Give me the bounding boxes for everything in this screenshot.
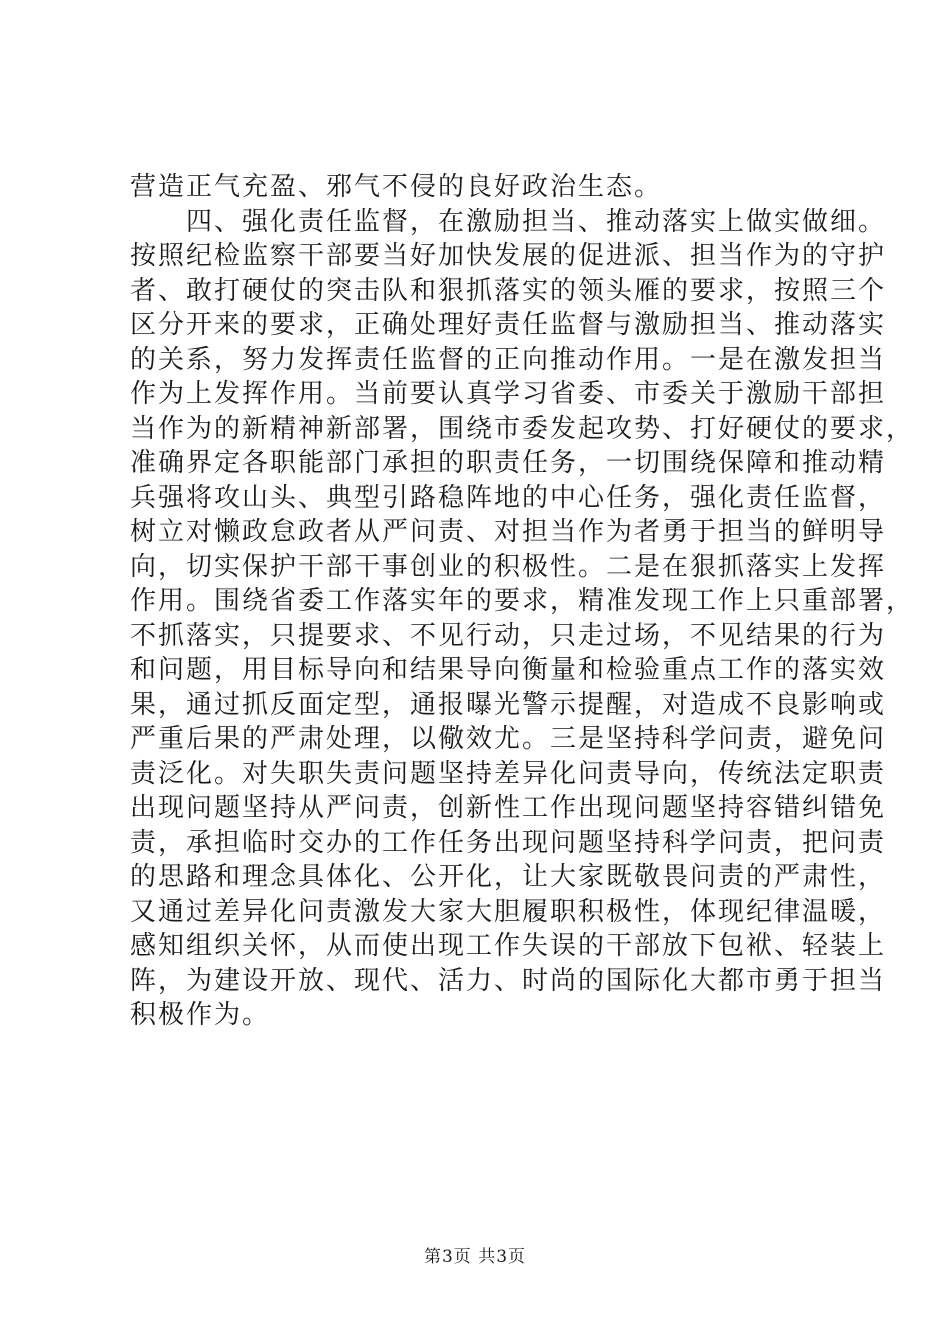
text-line: 果，通过抓反面定型，通报曝光警示提醒，对造成不良影响或 (130, 689, 887, 720)
text-line: 向，切实保护干部干事创业的积极性。二是在狠抓落实上发挥 (130, 551, 887, 582)
text-line: 感知组织关怀，从而使出现工作失误的干部放下包袱、轻装上 (130, 931, 887, 961)
text-line: 按照纪检监察干部要当好加快发展的促进派、担当作为的守护 (130, 241, 887, 271)
page-footer (0, 1242, 950, 1267)
text-line: 准确界定各职能部门承担的职责任务，一切围绕保障和推动精 (130, 448, 887, 478)
text-line: 阵，为建设开放、现代、活力、时尚的国际化大都市勇于担当 (130, 965, 887, 996)
text-line: 又通过差异化问责激发大家大胆履职积极性，体现纪律温暖， (130, 896, 887, 927)
text-line: 营造正气充盈、邪气不侵的良好政治生态。 (130, 172, 663, 202)
text-line: 作为上发挥作用。当前要认真学习省委、市委关于激励干部担 (130, 379, 887, 409)
text-line: 的关系，努力发挥责任监督的正向推动作用。一是在激发担当 (130, 344, 887, 375)
text-line: 责，承担临时交办的工作任务出现问题坚持科学问责，把问责 (130, 827, 887, 858)
text-line: 和问题，用目标导向和结果导向衡量和检验重点工作的落实效 (130, 655, 887, 685)
text-line: 出现问题坚持从严问责，创新性工作出现问题坚持容错纠错免 (130, 793, 887, 823)
text-line: 作用。围绕省委工作落实年的要求，精准发现工作上只重部署， (130, 586, 915, 616)
body-text (130, 170, 915, 1033)
text-line: 责泛化。对失职失责问题坚持差异化问责导向，传统法定职责 (130, 758, 887, 789)
text-line: 兵强将攻山头、典型引路稳阵地的中心任务，强化责任监督， (130, 482, 887, 513)
text-line: 区分开来的要求，正确处理好责任监督与激励担当、推动落实 (130, 310, 887, 340)
text-line: 的思路和理念具体化、公开化，让大家既敬畏问责的严肃性， (130, 862, 887, 892)
text-line: 不抓落实，只提要求、不见行动，只走过场，不见结果的行为 (130, 620, 887, 651)
text-line: 严重后果的严肃处理，以儆效尤。三是坚持科学问责，避免问 (130, 724, 887, 754)
text-line: 四、强化责任监督，在激励担当、推动落实上做实做细。 (130, 206, 887, 237)
text-line: 者、敢打硬仗的突击队和狠抓落实的领头雁的要求，按照三个 (130, 275, 887, 306)
text-line: 积极作为。 (130, 1000, 271, 1030)
text-line: 当作为的新精神新部署，围绕市委发起攻势、打好硬仗的要求， (130, 413, 915, 444)
page-number: 第3页 共3页 (423, 1247, 527, 1267)
text-line: 树立对懒政怠政者从严问责、对担当作为者勇于担当的鲜明导 (130, 517, 887, 547)
